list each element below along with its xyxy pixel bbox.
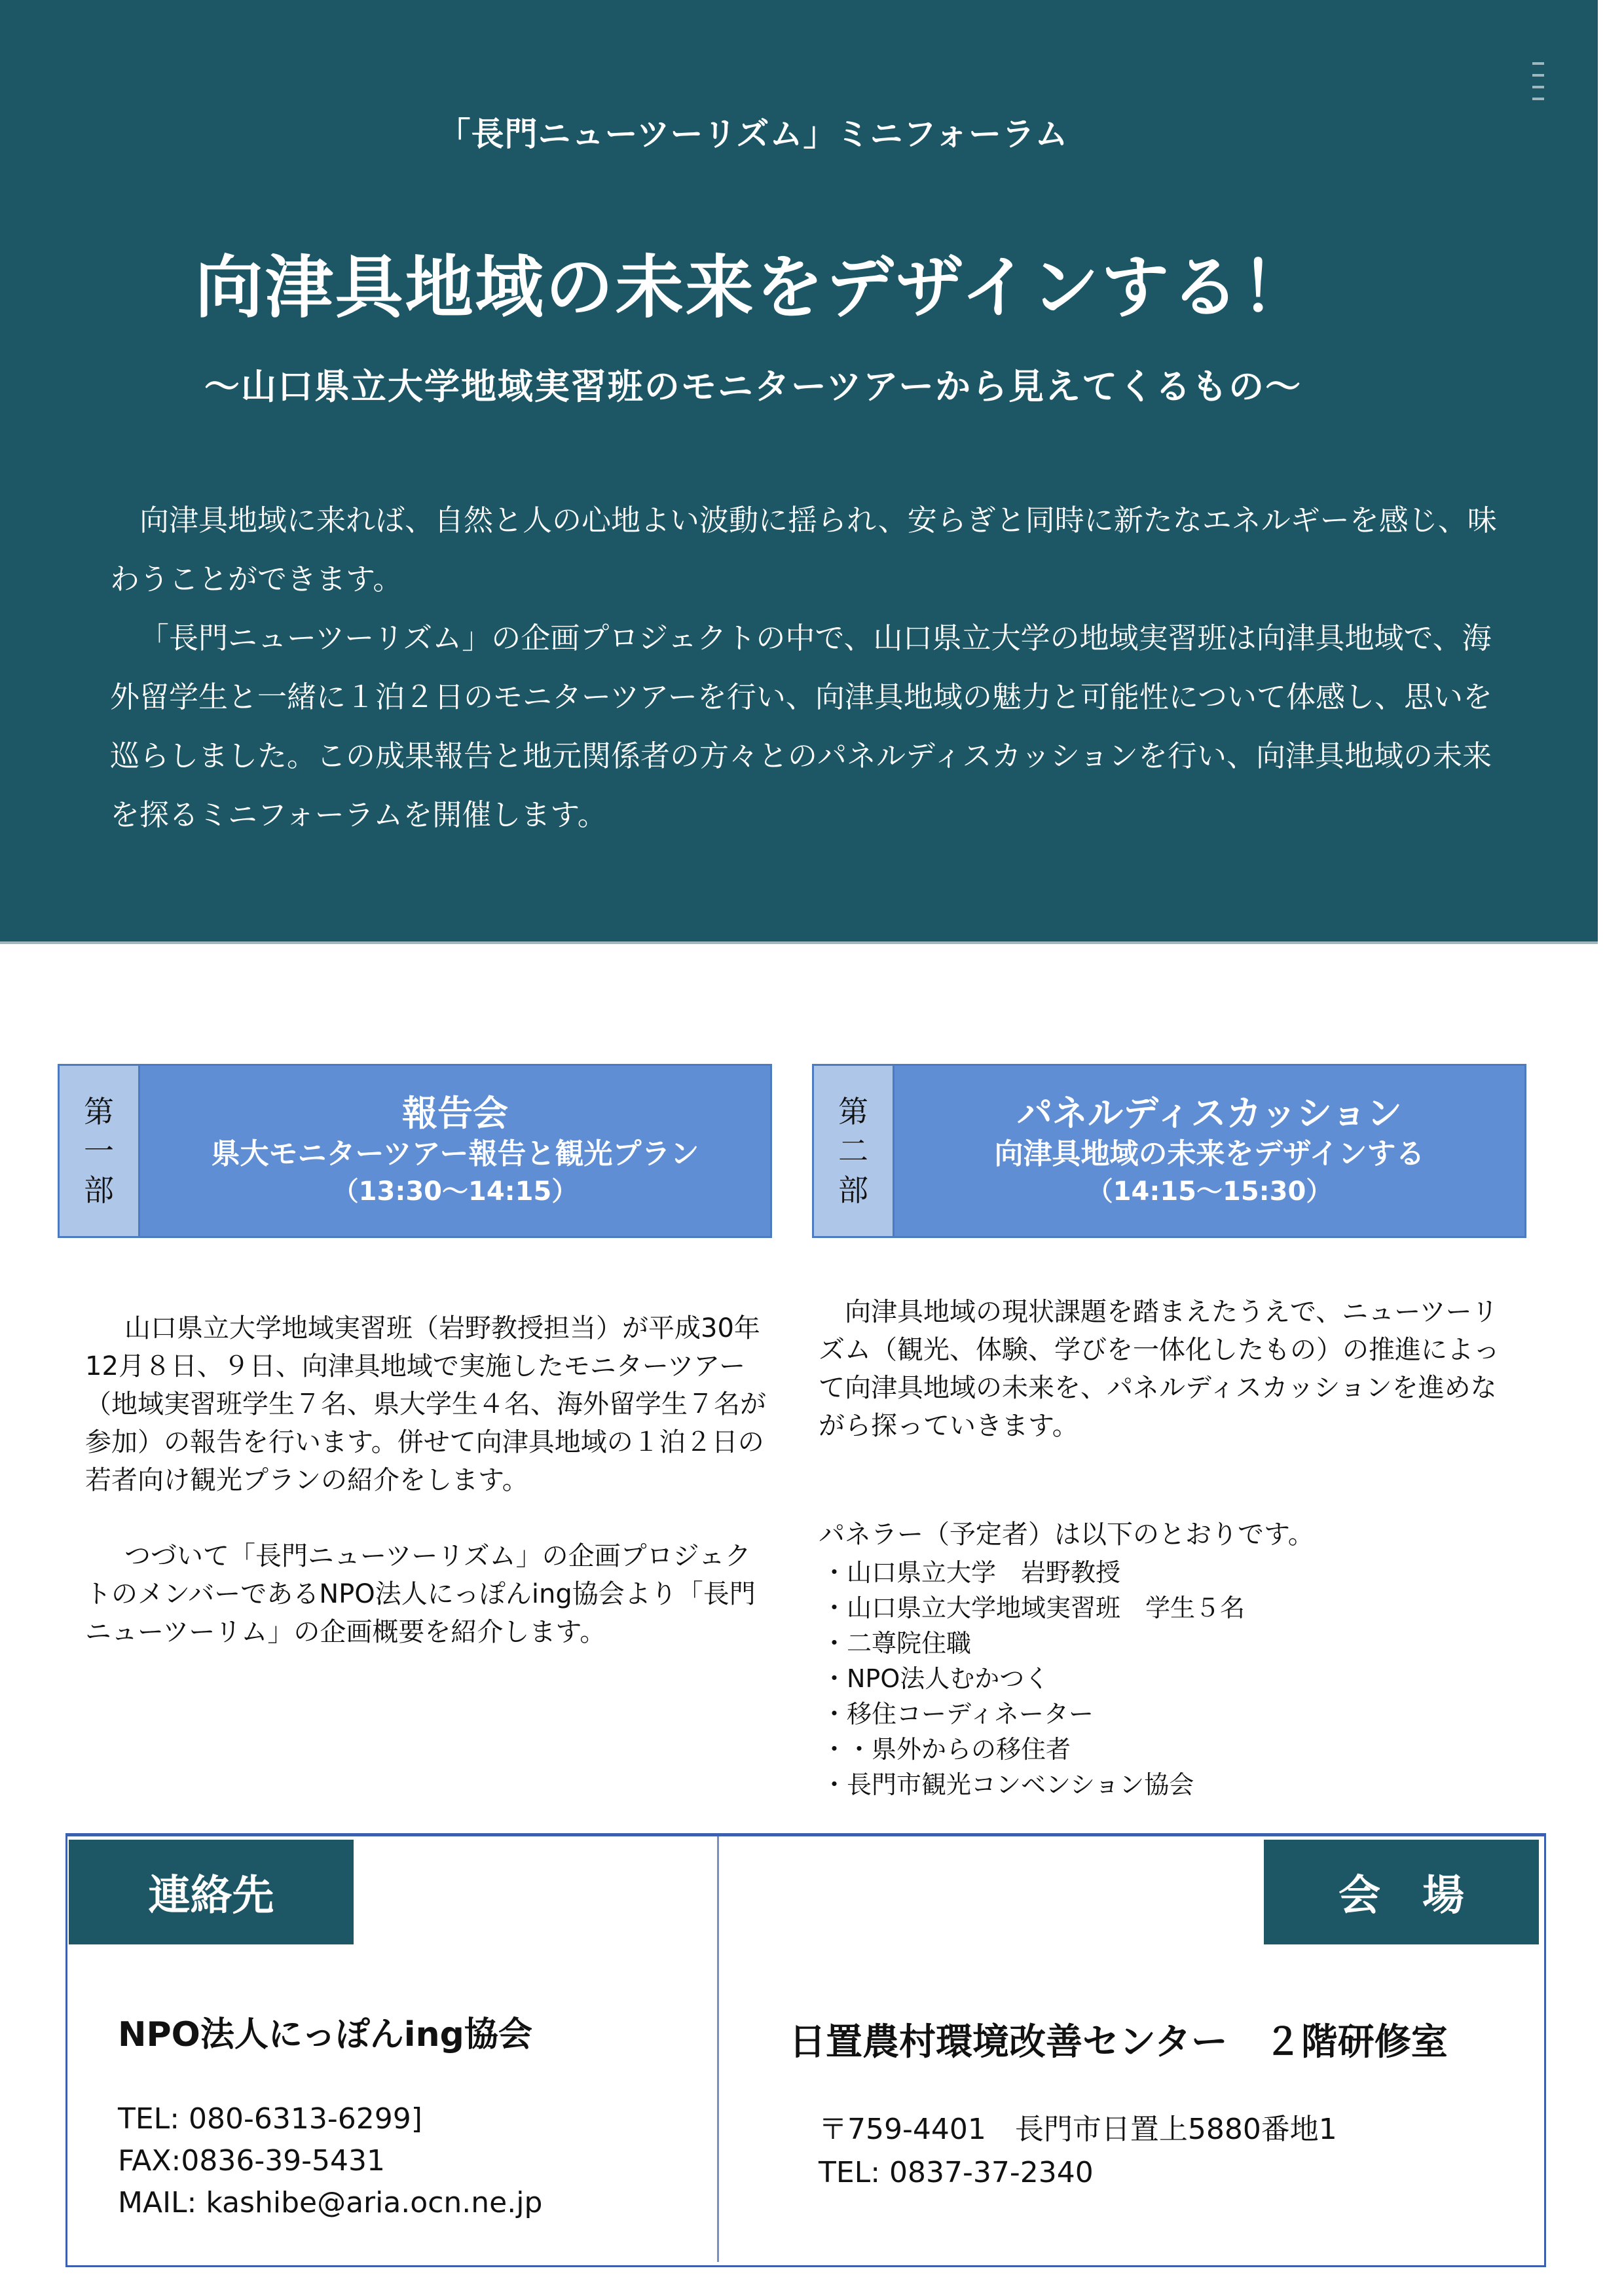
hero-banner	[0, 0, 1598, 943]
scan-marks	[1532, 62, 1548, 121]
part2-time: （14:15～15:30）	[1086, 1176, 1333, 1207]
part2-title-block	[895, 1066, 1524, 1236]
part1-time: （13:30～14:15）	[332, 1176, 578, 1207]
intro-text	[110, 491, 1518, 845]
list-item: ・移住コーディネーター	[822, 1700, 1094, 1728]
forum-label: 「長門ニューツーリズム」ミニフォーラム	[437, 115, 1069, 153]
part1-description	[85, 1309, 766, 1651]
panel-intro-text: パネラー（予定者）は以下のとおりです。	[819, 1520, 1314, 1550]
part2-title: パネルディスカッション	[1016, 1093, 1403, 1134]
list-item: ・・県外からの移住者	[822, 1735, 1071, 1764]
list-item: ・山口県立大学 岩野教授	[822, 1558, 1121, 1587]
part2-description	[819, 1293, 1506, 1445]
part2-header	[812, 1064, 1526, 1238]
list-item: ・NPO法人むかつく	[822, 1664, 1050, 1693]
venue-details	[819, 2108, 1337, 2195]
part2-label: 第 二 部	[814, 1066, 895, 1236]
part2-paragraph: 向津具地域の現状課題を踏まえたうえで、ニューツーリズム（観光、体験、学びを一体化したもの）の推進によって向津具地域の未来を、パネルディスカッションを進めながら探っていきます。	[819, 1297, 1500, 1441]
part1-title: 報告会	[402, 1093, 508, 1134]
page-title: 向津具地域の未来をデザインする！	[194, 247, 1312, 327]
contact-details	[118, 2098, 542, 2224]
contact-mail: MAIL: kashibe@aria.ocn.ne.jp	[118, 2186, 543, 2219]
hero-divider	[0, 941, 1598, 944]
intro-paragraph: 「長門ニューツーリズム」の企画プロジェクトの中で、山口県立大学の地域実習班は向津具地域で、海外留学生と一緒に１泊２日のモニターツアーを行い、向津具地域の魅力と可能性について体感し、思いを巡らしました。この成果報告と地元関係者の方々とのパネルディスカッションを行い、向津具地域の未来を探るミニフォーラムを開催します。	[110, 621, 1492, 832]
venue-tel: TEL: 0837-37-2340	[819, 2156, 1094, 2189]
venue-tab: 会 場	[1264, 1840, 1539, 1944]
footer-divider	[717, 1836, 719, 2262]
part1-paragraph: 山口県立大学地域実習班（岩野教授担当）が平成30年12月８日、９日、向津具地域で実施したモニターツアー（地域実習班学生７名、県大学生４名、海外留学生７名が参加）の報告を行います。併せて向津具地域の１泊２日の若者向け観光プランの紹介をします。	[85, 1313, 766, 1495]
intro-paragraph: 向津具地域に来れば、自然と人の心地よい波動に揺られ、安らぎと同時に新たなエネルギーを感じ、味わうことができます。	[110, 503, 1497, 596]
part1-title-block	[140, 1066, 770, 1236]
list-item: ・二尊院住職	[822, 1629, 972, 1658]
list-item: ・山口県立大学地域実習班 学生５名	[822, 1594, 1246, 1622]
contact-tel: TEL: 080-6313-6299]	[118, 2102, 422, 2136]
list-item: ・長門市観光コンベンション協会	[822, 1770, 1194, 1799]
part1-header	[58, 1064, 772, 1238]
panel-intro	[819, 1516, 1506, 1554]
panelist-list	[822, 1555, 1245, 1802]
contact-org: NPO法人にっぽんing協会	[118, 2015, 532, 2054]
part2-subtitle: 向津具地域の未来をデザインする	[994, 1137, 1425, 1171]
contact-fax: FAX:0836-39-5431	[118, 2144, 386, 2178]
contact-tab: 連絡先	[69, 1840, 354, 1944]
venue-address: 〒759-4401 長門市日置上5880番地1	[819, 2113, 1337, 2146]
venue-name: 日置農村環境改善センター ２階研修室	[789, 2021, 1448, 2064]
part1-label: 第 一 部	[60, 1066, 140, 1236]
page-tagline: ～山口県立大学地域実習班のモニターツアーから見えてくるもの～	[204, 366, 1302, 407]
part1-paragraph: つづいて「長門ニューツーリズム」の企画プロジェクトのメンバーであるNPO法人にっぽんing協会より「長門ニューツーリム」の企画概要を紹介します。	[85, 1541, 756, 1647]
part1-subtitle: 県大モニターツアー報告と観光プラン	[211, 1137, 699, 1171]
